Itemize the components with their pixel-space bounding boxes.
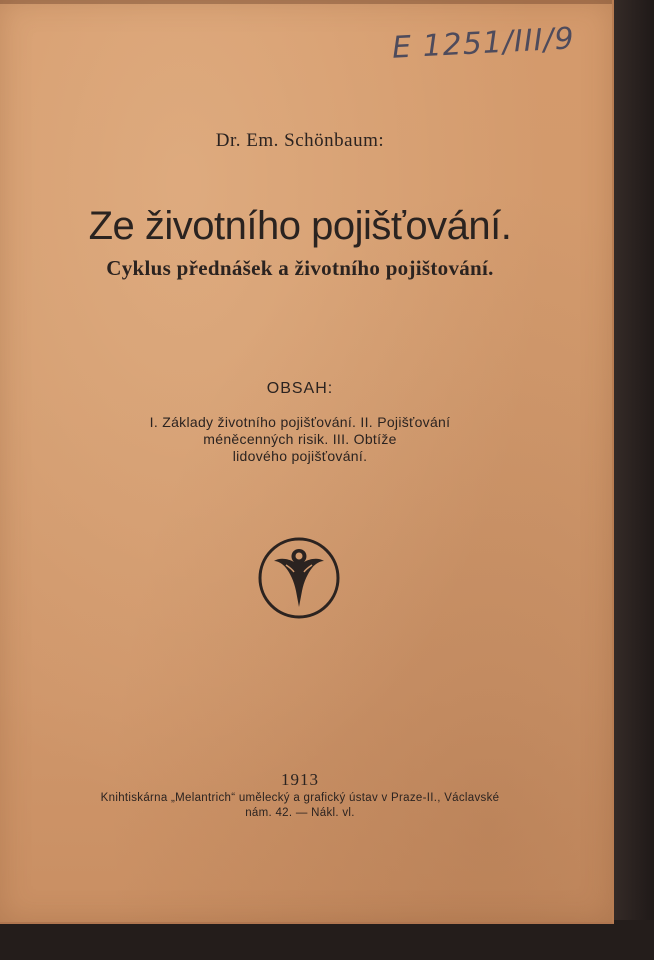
subtitle: Cyklus přednášek a životního pojištování.: [106, 256, 494, 280]
title: Ze životního pojišťování.: [88, 204, 512, 248]
contents-line: I. Základy životního pojišťování. II. Pojišťování: [149, 414, 451, 430]
printer-line: Knihtiskárna „Melantrich“ umělecký a grafický ústav v Praze-II., Václavské: [100, 792, 500, 804]
publication-year: 1913: [281, 770, 319, 789]
scanner-background-bottom: [0, 920, 654, 960]
publisher-emblem-icon: [256, 535, 342, 621]
cover-top-edge: [0, 0, 612, 4]
contents-heading: OBSAH:: [266, 380, 334, 397]
contents-list: [0, 414, 600, 465]
contents-line: lidového pojišťování.: [232, 448, 368, 464]
handwritten-shelfmark: E 1251/III/9: [391, 21, 576, 66]
contents-line: méněcenných risik. III. Obtíže: [203, 431, 397, 447]
printer-imprint: [0, 791, 600, 821]
author: Dr. Em. Schönbaum:: [215, 130, 385, 151]
printer-line: nám. 42. — Nákl. vl.: [245, 807, 355, 819]
